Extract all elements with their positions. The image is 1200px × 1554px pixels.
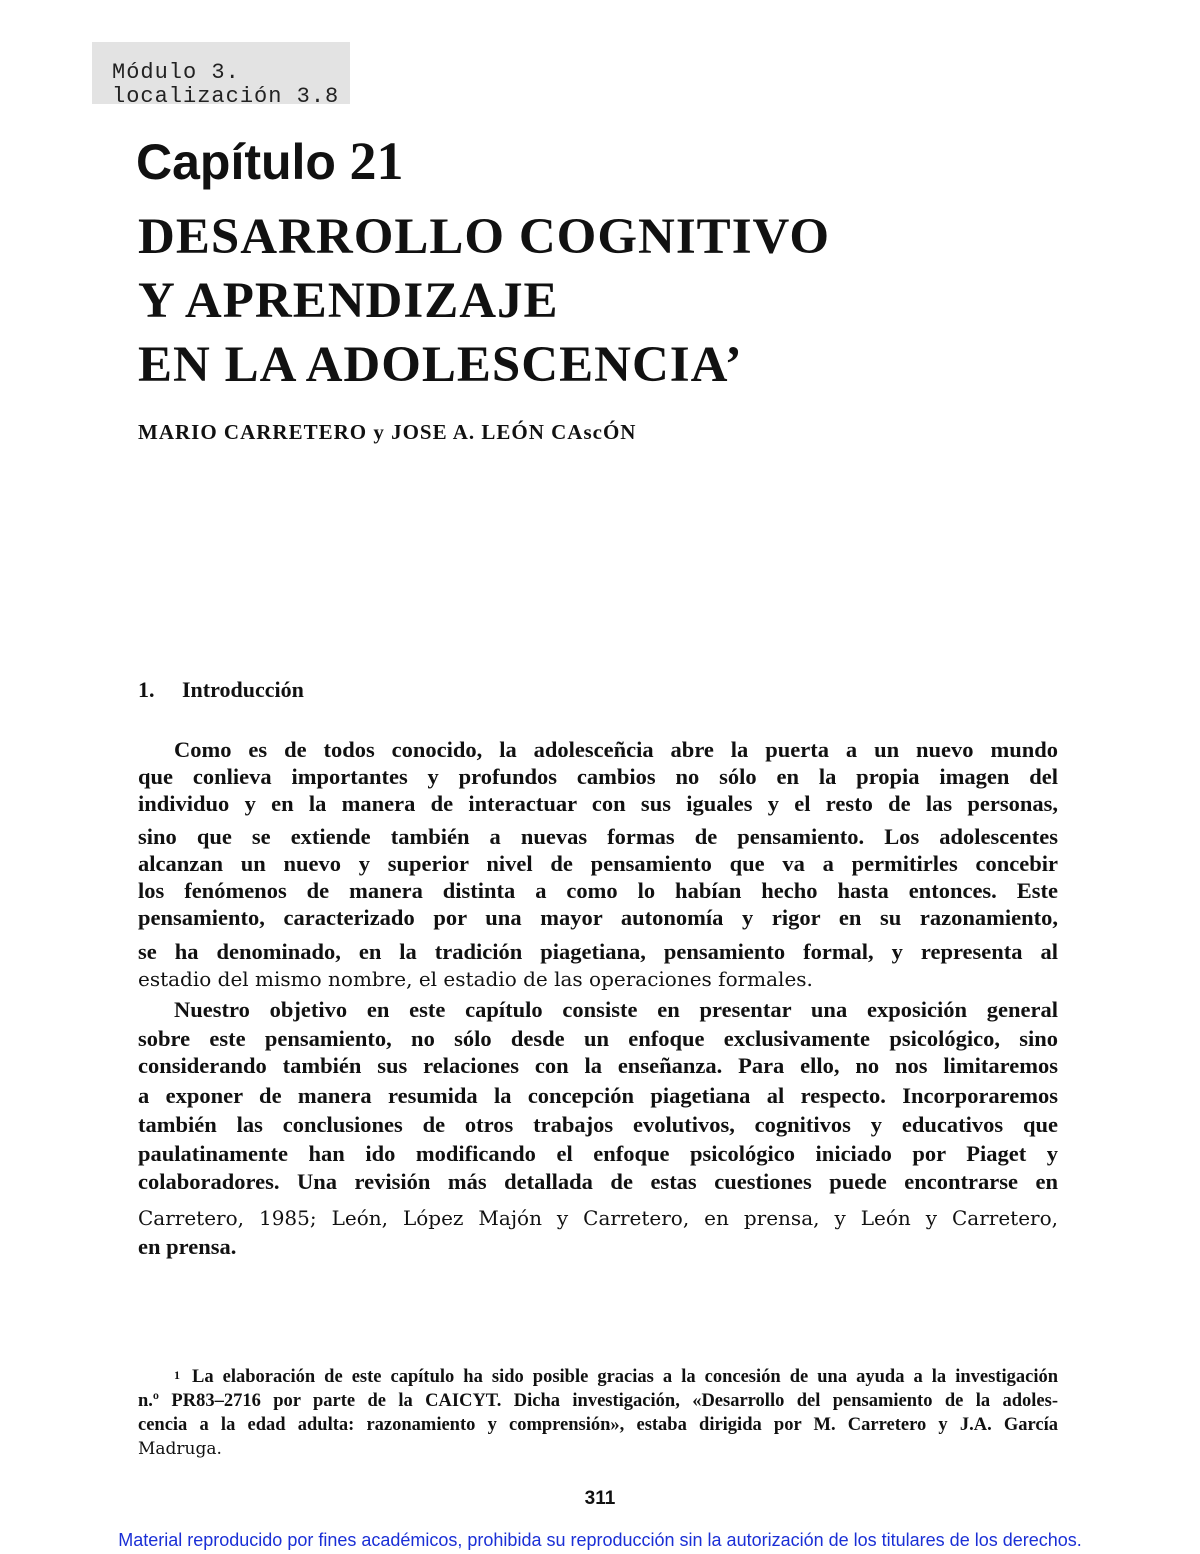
paragraph-1-line: que conlieva importantes y profundos cambios no sólo en la propia imagen del xyxy=(138,764,1058,789)
paragraph-2-line: paulatinamente han ido modificando el enfoque psicológico iniciado por Piaget y xyxy=(138,1141,1058,1166)
paragraph-2-line: Carretero, 1985; León, López Majón y Carretero, en prensa, y León y Carretero, xyxy=(138,1206,1058,1230)
paragraph-1-line: Como es de todos conocido, la adolesceñcia abre la puerta a un nuevo mundo xyxy=(174,737,1058,762)
paragraph-2-line: considerando también sus relaciones con la enseñanza. Para ello, no nos limitaremos xyxy=(138,1053,1058,1078)
paragraph-1-line: pensamiento, caracterizado por una mayor autonomía y rigor en su razonamiento, xyxy=(138,905,1058,930)
page-number: 311 xyxy=(584,1488,616,1509)
paragraph-1-line: sino que se extiende también a nuevas formas de pensamiento. Los adolescentes xyxy=(138,824,1058,849)
footnote-line xyxy=(138,1365,1058,1389)
chapter-title-line-1: DESARROLLO COGNITIVO xyxy=(138,209,831,265)
section-heading xyxy=(138,677,304,703)
chapter-title-line-2: Y APRENDIZAJE xyxy=(138,273,559,329)
chapter-heading xyxy=(136,130,403,192)
paragraph-2-line: Nuestro objetivo en este capítulo consiste en presentar una exposición general xyxy=(174,997,1058,1022)
paragraph-1-line: individuo y en la manera de interactuar con sus iguales y el resto de las personas, xyxy=(138,791,1058,816)
paragraph-1-line: estadio del mismo nombre, el estadio de las operaciones formales. xyxy=(138,967,813,991)
stamp-location-label: localización 3.8 xyxy=(112,84,340,104)
footnote-line: cencia a la edad adulta: razonamiento y comprensión», estaba dirigida por M. Carretero y J.A. García xyxy=(138,1415,1058,1435)
chapter-word: Capítulo xyxy=(136,134,336,190)
paragraph-2-line: sobre este pensamiento, no sólo desde un enfoque exclusivamente psicológico, sino xyxy=(138,1026,1058,1051)
chapter-title-line-3: EN LA ADOLESCENCIA’ xyxy=(138,337,743,393)
footnote-line: n.º PR83–2716 por parte de la CAICYT. Dicha investigación, «Desarrollo del pensamiento de la adoles- xyxy=(138,1391,1058,1411)
paragraph-2-line: colaboradores. Una revisión más detallada de estas cuestiones puede encontrarse en xyxy=(138,1169,1058,1194)
module-stamp xyxy=(92,42,350,104)
footnote-text: La elaboración de este capítulo ha sido posible gracias a la concesión de una ayuda a la investigación xyxy=(192,1367,1058,1387)
section-number: 1. xyxy=(138,677,155,702)
stamp-module-label: Módulo 3. xyxy=(112,60,240,85)
copyright-notice: Material reproducido por fines académicos, prohibida su reproducción sin la autorización de los titulares de los derechos. xyxy=(118,1530,1082,1550)
authors: MARIO CARRETERO y JOSE A. LEÓN CAscÓN xyxy=(138,420,637,444)
paragraph-2-line: también las conclusiones de otros trabajos evolutivos, cognitivos y educativos que xyxy=(138,1112,1058,1137)
paragraph-2-line: en prensa. xyxy=(138,1234,237,1259)
paragraph-2-line: a exponer de manera resumida la concepción piagetiana al respecto. Incorporaremos xyxy=(138,1083,1058,1108)
paragraph-1-line: alcanzan un nuevo y superior nivel de pensamiento que va a permitirles concebir xyxy=(138,851,1058,876)
section-title: Introducción xyxy=(182,677,304,702)
footnote-line: Madruga. xyxy=(138,1439,222,1459)
footnote-mark: 1 xyxy=(174,1368,180,1382)
paragraph-1-line: se ha denominado, en la tradición piagetiana, pensamiento formal, y representa al xyxy=(138,939,1058,964)
chapter-number: 21 xyxy=(349,131,404,191)
paragraph-1-line: los fenómenos de manera distinta a como lo habían hecho hasta entonces. Este xyxy=(138,878,1058,903)
